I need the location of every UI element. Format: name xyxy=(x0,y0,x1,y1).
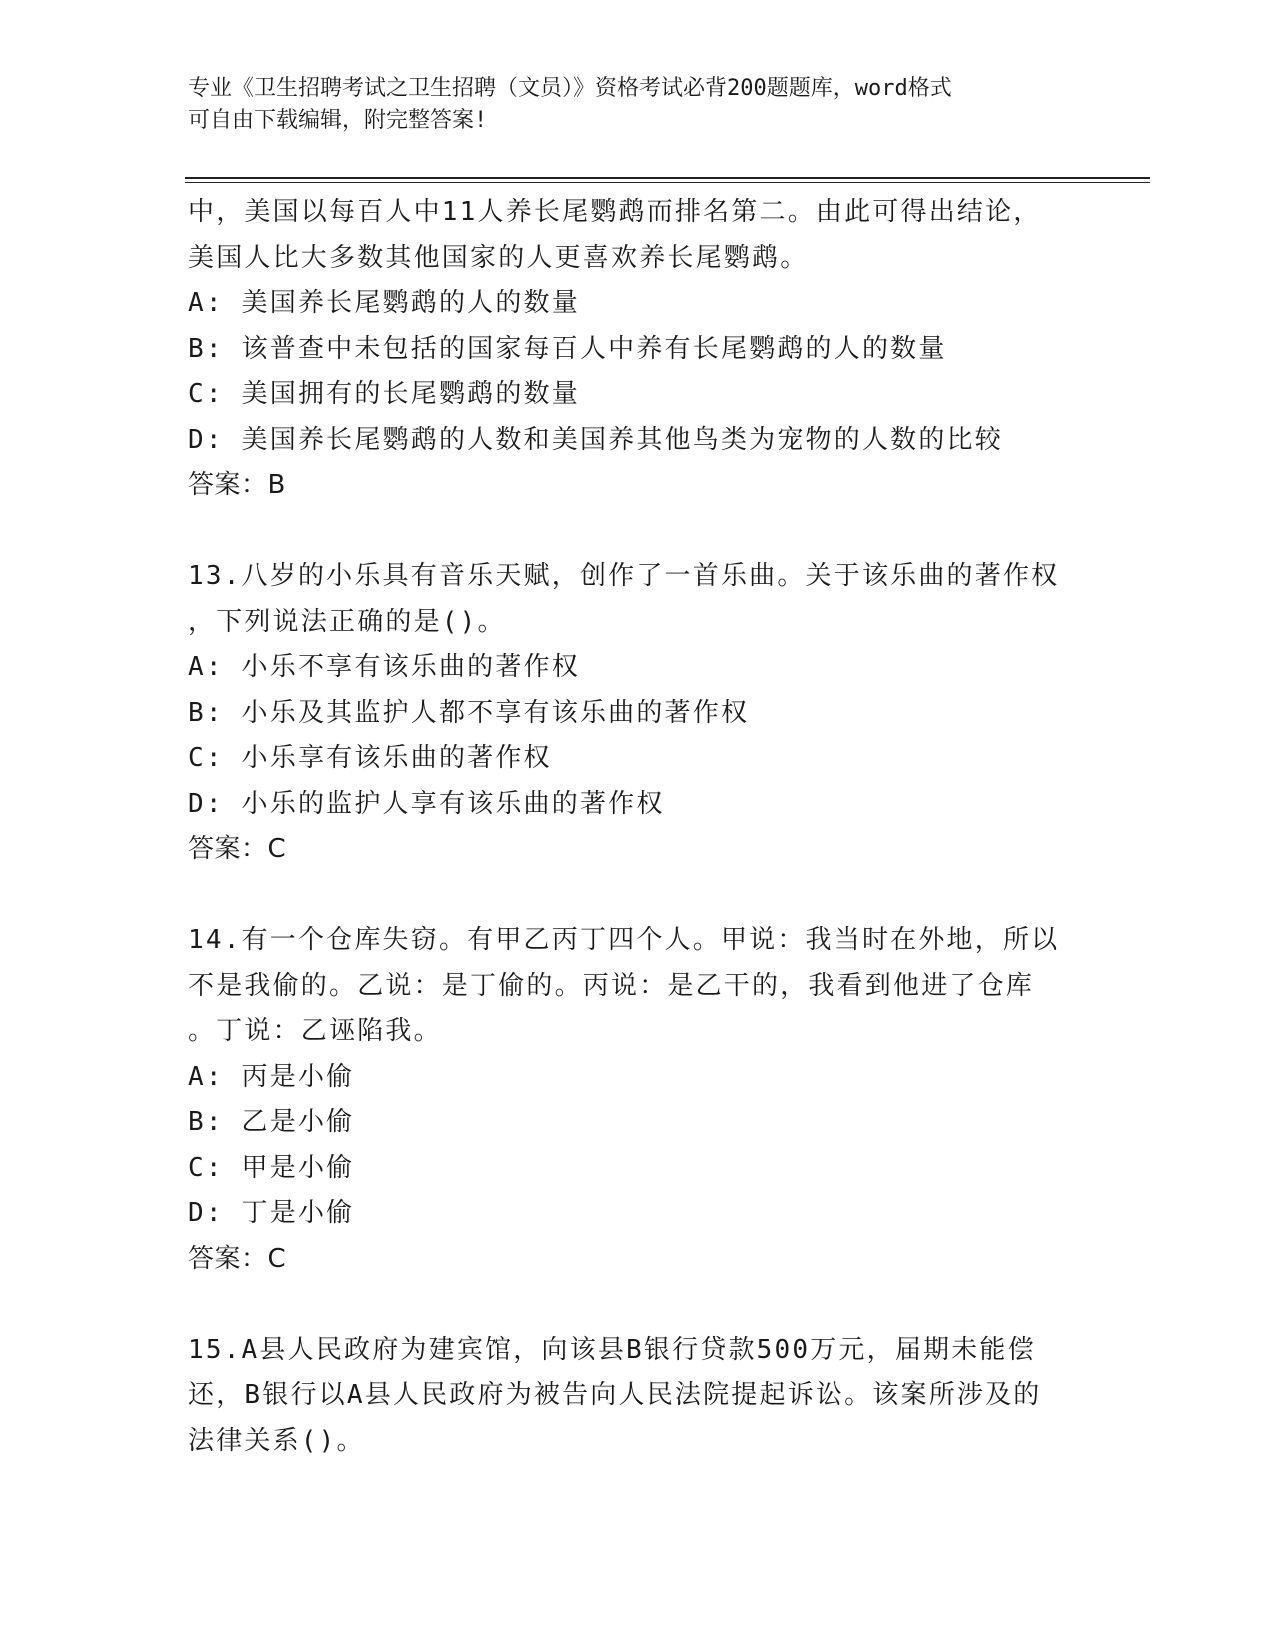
option-a: A: 丙是小偷 xyxy=(188,1061,355,1092)
option-c: C: 小乐享有该乐曲的著作权 xyxy=(188,743,552,773)
question-12 xyxy=(188,190,1088,509)
option-d: D: 丁是小偷 xyxy=(188,1198,355,1228)
option-d: D: 美国养长尾鹦鹉的人数和美国养其他鸟类为宠物的人数的比较 xyxy=(188,424,1003,455)
option-c: C: 美国拥有的长尾鹦鹉的数量 xyxy=(188,379,580,409)
option-b: B: 该普查中未包括的国家每百人中养有长尾鹦鹉的人的数量 xyxy=(188,333,947,364)
question-content xyxy=(188,190,1088,1464)
question-stem-line: 14.有一个仓库失窃。有甲乙丙丁四个人。甲说：我当时在外地，所以 xyxy=(188,925,1060,955)
header-divider-thick xyxy=(185,177,1150,179)
answer: 答案：B xyxy=(188,470,286,500)
question-13 xyxy=(188,554,1088,873)
option-b: B: 小乐及其监护人都不享有该乐曲的著作权 xyxy=(188,697,750,728)
question-15 xyxy=(188,1328,1088,1465)
question-stem-line: 中，美国以每百人中11人养长尾鹦鹉而排名第二。由此可得出结论， xyxy=(188,197,1042,227)
option-a: A: 小乐不享有该乐曲的著作权 xyxy=(188,652,580,682)
question-stem-line: 不是我偷的。乙说：是丁偷的。丙说：是乙干的，我看到他进了仓库 xyxy=(188,970,1035,1001)
question-stem-line: 法律关系()。 xyxy=(188,1425,365,1456)
option-a: A: 美国养长尾鹦鹉的人的数量 xyxy=(188,288,580,318)
spacer xyxy=(188,509,1088,555)
option-c: C: 甲是小偷 xyxy=(188,1152,355,1183)
question-stem-line: 13.八岁的小乐具有音乐天赋，创作了一首乐曲。关于该乐曲的著作权 xyxy=(188,561,1060,591)
header-line-2: 可自由下载编辑，附完整答案! xyxy=(188,108,488,133)
question-stem-line: 美国人比大多数其他国家的人更喜欢养长尾鹦鹉。 xyxy=(188,242,809,273)
option-d: D: 小乐的监护人享有该乐曲的著作权 xyxy=(188,788,665,819)
question-stem-line: ，下列说法正确的是()。 xyxy=(188,606,506,637)
header-divider-thin xyxy=(185,182,1150,183)
question-stem-line: 。丁说：乙诬陷我。 xyxy=(188,1016,442,1046)
question-14 xyxy=(188,918,1088,1282)
page-header xyxy=(188,73,1068,137)
spacer xyxy=(188,1282,1088,1328)
header-line-1: 专业《卫生招聘考试之卫生招聘（文员）》资格考试必背200题题库，word格式 xyxy=(188,76,952,101)
option-b: B: 乙是小偷 xyxy=(188,1107,355,1137)
question-stem-line: 还，B银行以A县人民政府为被告向人民法院提起诉讼。该案所涉及的 xyxy=(188,1380,1042,1410)
spacer xyxy=(188,873,1088,919)
answer: 答案：C xyxy=(188,1243,287,1274)
question-stem-line: 15.A县人民政府为建宾馆，向该县B银行贷款500万元，届期未能偿 xyxy=(188,1334,1036,1365)
answer: 答案：C xyxy=(188,834,287,864)
